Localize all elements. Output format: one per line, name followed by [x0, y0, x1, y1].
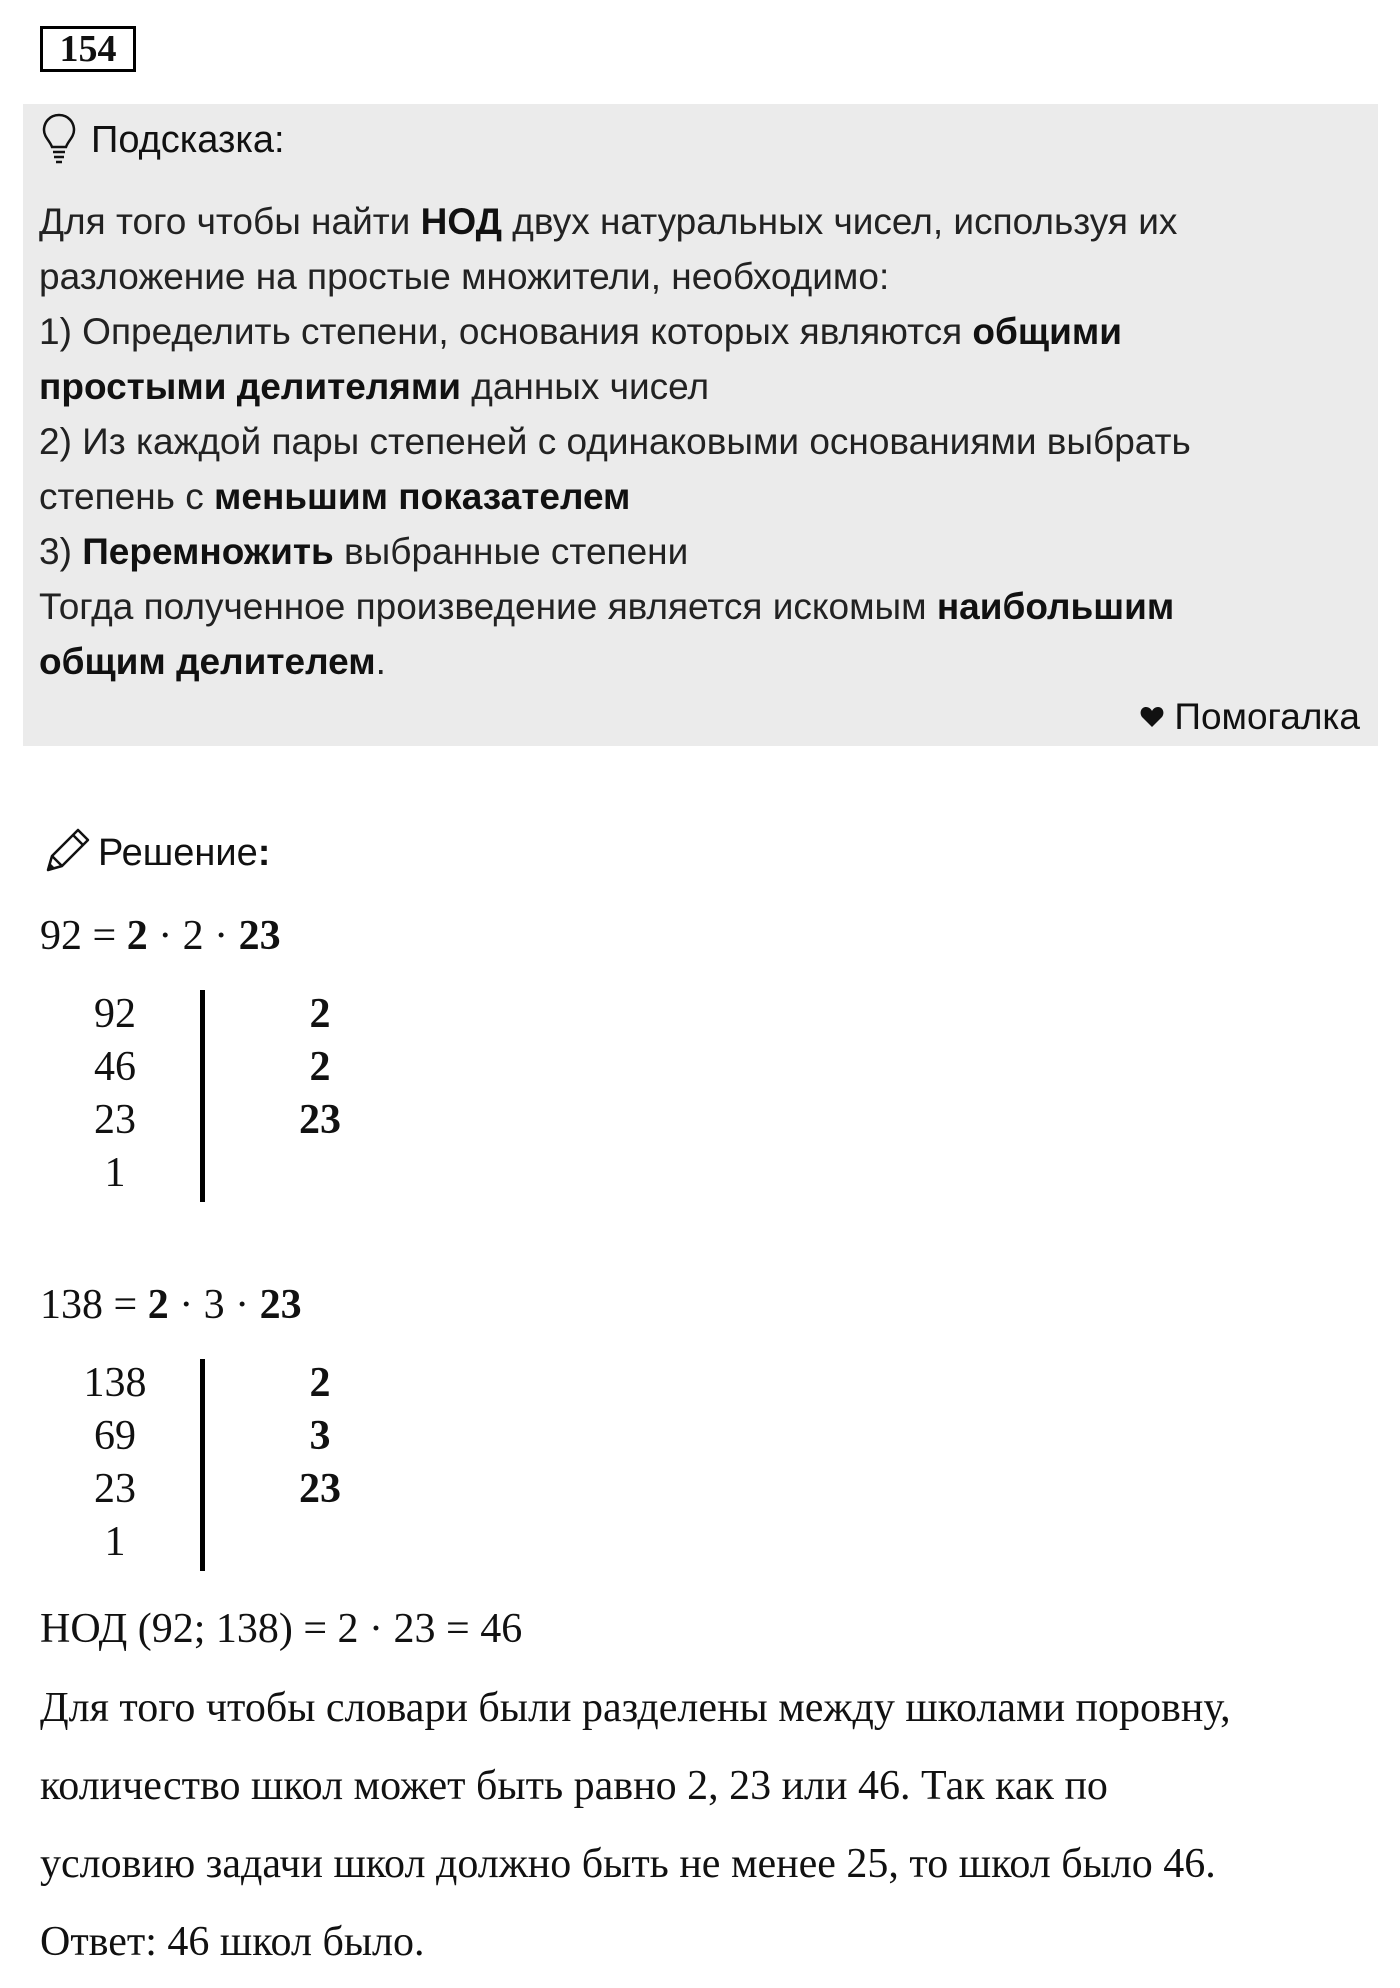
solution-title: Решение:	[98, 832, 271, 874]
hint-title: Подсказка:	[91, 119, 285, 161]
dividend: 69	[94, 1413, 136, 1459]
hint-line: 1) Определить степени, основания которых являются общими	[39, 311, 1122, 352]
factorization-138: 138 = 2 · 3 · 23	[40, 1282, 302, 1328]
task-number: 154	[40, 26, 136, 72]
pencil-icon	[42, 826, 90, 881]
dividend: 46	[94, 1044, 136, 1090]
hint-line: степень с меньшим показателем	[39, 476, 631, 517]
prime-factor: 23	[299, 1466, 341, 1512]
prime-factor: 3	[309, 1413, 331, 1459]
hint-line: простыми делителями данных чисел	[39, 366, 710, 407]
hint-line: Тогда полученное произведение является искомым наибольшим	[39, 586, 1175, 627]
explanation-line: условию задачи школ должно быть не менее 25, то школ было 46.	[40, 1841, 1216, 1887]
dividend: 23	[94, 1097, 136, 1143]
prime-factor: 2	[309, 1044, 331, 1090]
heart-icon	[1140, 706, 1164, 728]
prime-factor: 23	[299, 1097, 341, 1143]
explanation-line: Для того чтобы словари были разделены между школами поровну,	[40, 1685, 1231, 1731]
lightbulb-icon	[41, 112, 77, 169]
hint-text	[39, 194, 1359, 689]
hint-line: 3) Перемножить выбранные степени	[39, 531, 689, 572]
dividend: 23	[94, 1466, 136, 1512]
explanation-line: количество школ может быть равно 2, 23 или 46. Так как по	[40, 1763, 1108, 1809]
dividend: 1	[104, 1150, 126, 1196]
divider-line	[200, 990, 205, 1202]
dividend: 92	[94, 991, 136, 1037]
credit-label: Помогалка	[1174, 696, 1360, 737]
factorization-92: 92 = 2 · 2 · 23	[40, 913, 281, 959]
dividend: 1	[104, 1519, 126, 1565]
divider-line	[200, 1359, 205, 1571]
hint-line: 2) Из каждой пары степеней с одинаковыми основаниями выбрать	[39, 421, 1191, 462]
prime-factor: 2	[309, 1360, 331, 1406]
hint-box	[23, 104, 1378, 746]
hint-line: разложение на простые множители, необходимо:	[39, 256, 890, 297]
solution-header	[42, 826, 270, 881]
prime-factor: 2	[309, 991, 331, 1037]
credit	[1140, 696, 1360, 738]
dividend: 138	[83, 1360, 147, 1406]
gcd-result: НОД (92; 138) = 2 · 23 = 46	[40, 1606, 523, 1652]
answer: Ответ: 46 школ было.	[40, 1919, 425, 1965]
hint-header	[41, 112, 285, 169]
hint-line: Для того чтобы найти НОД двух натуральных чисел, используя их	[39, 201, 1178, 242]
hint-line: общим делителем.	[39, 641, 386, 682]
